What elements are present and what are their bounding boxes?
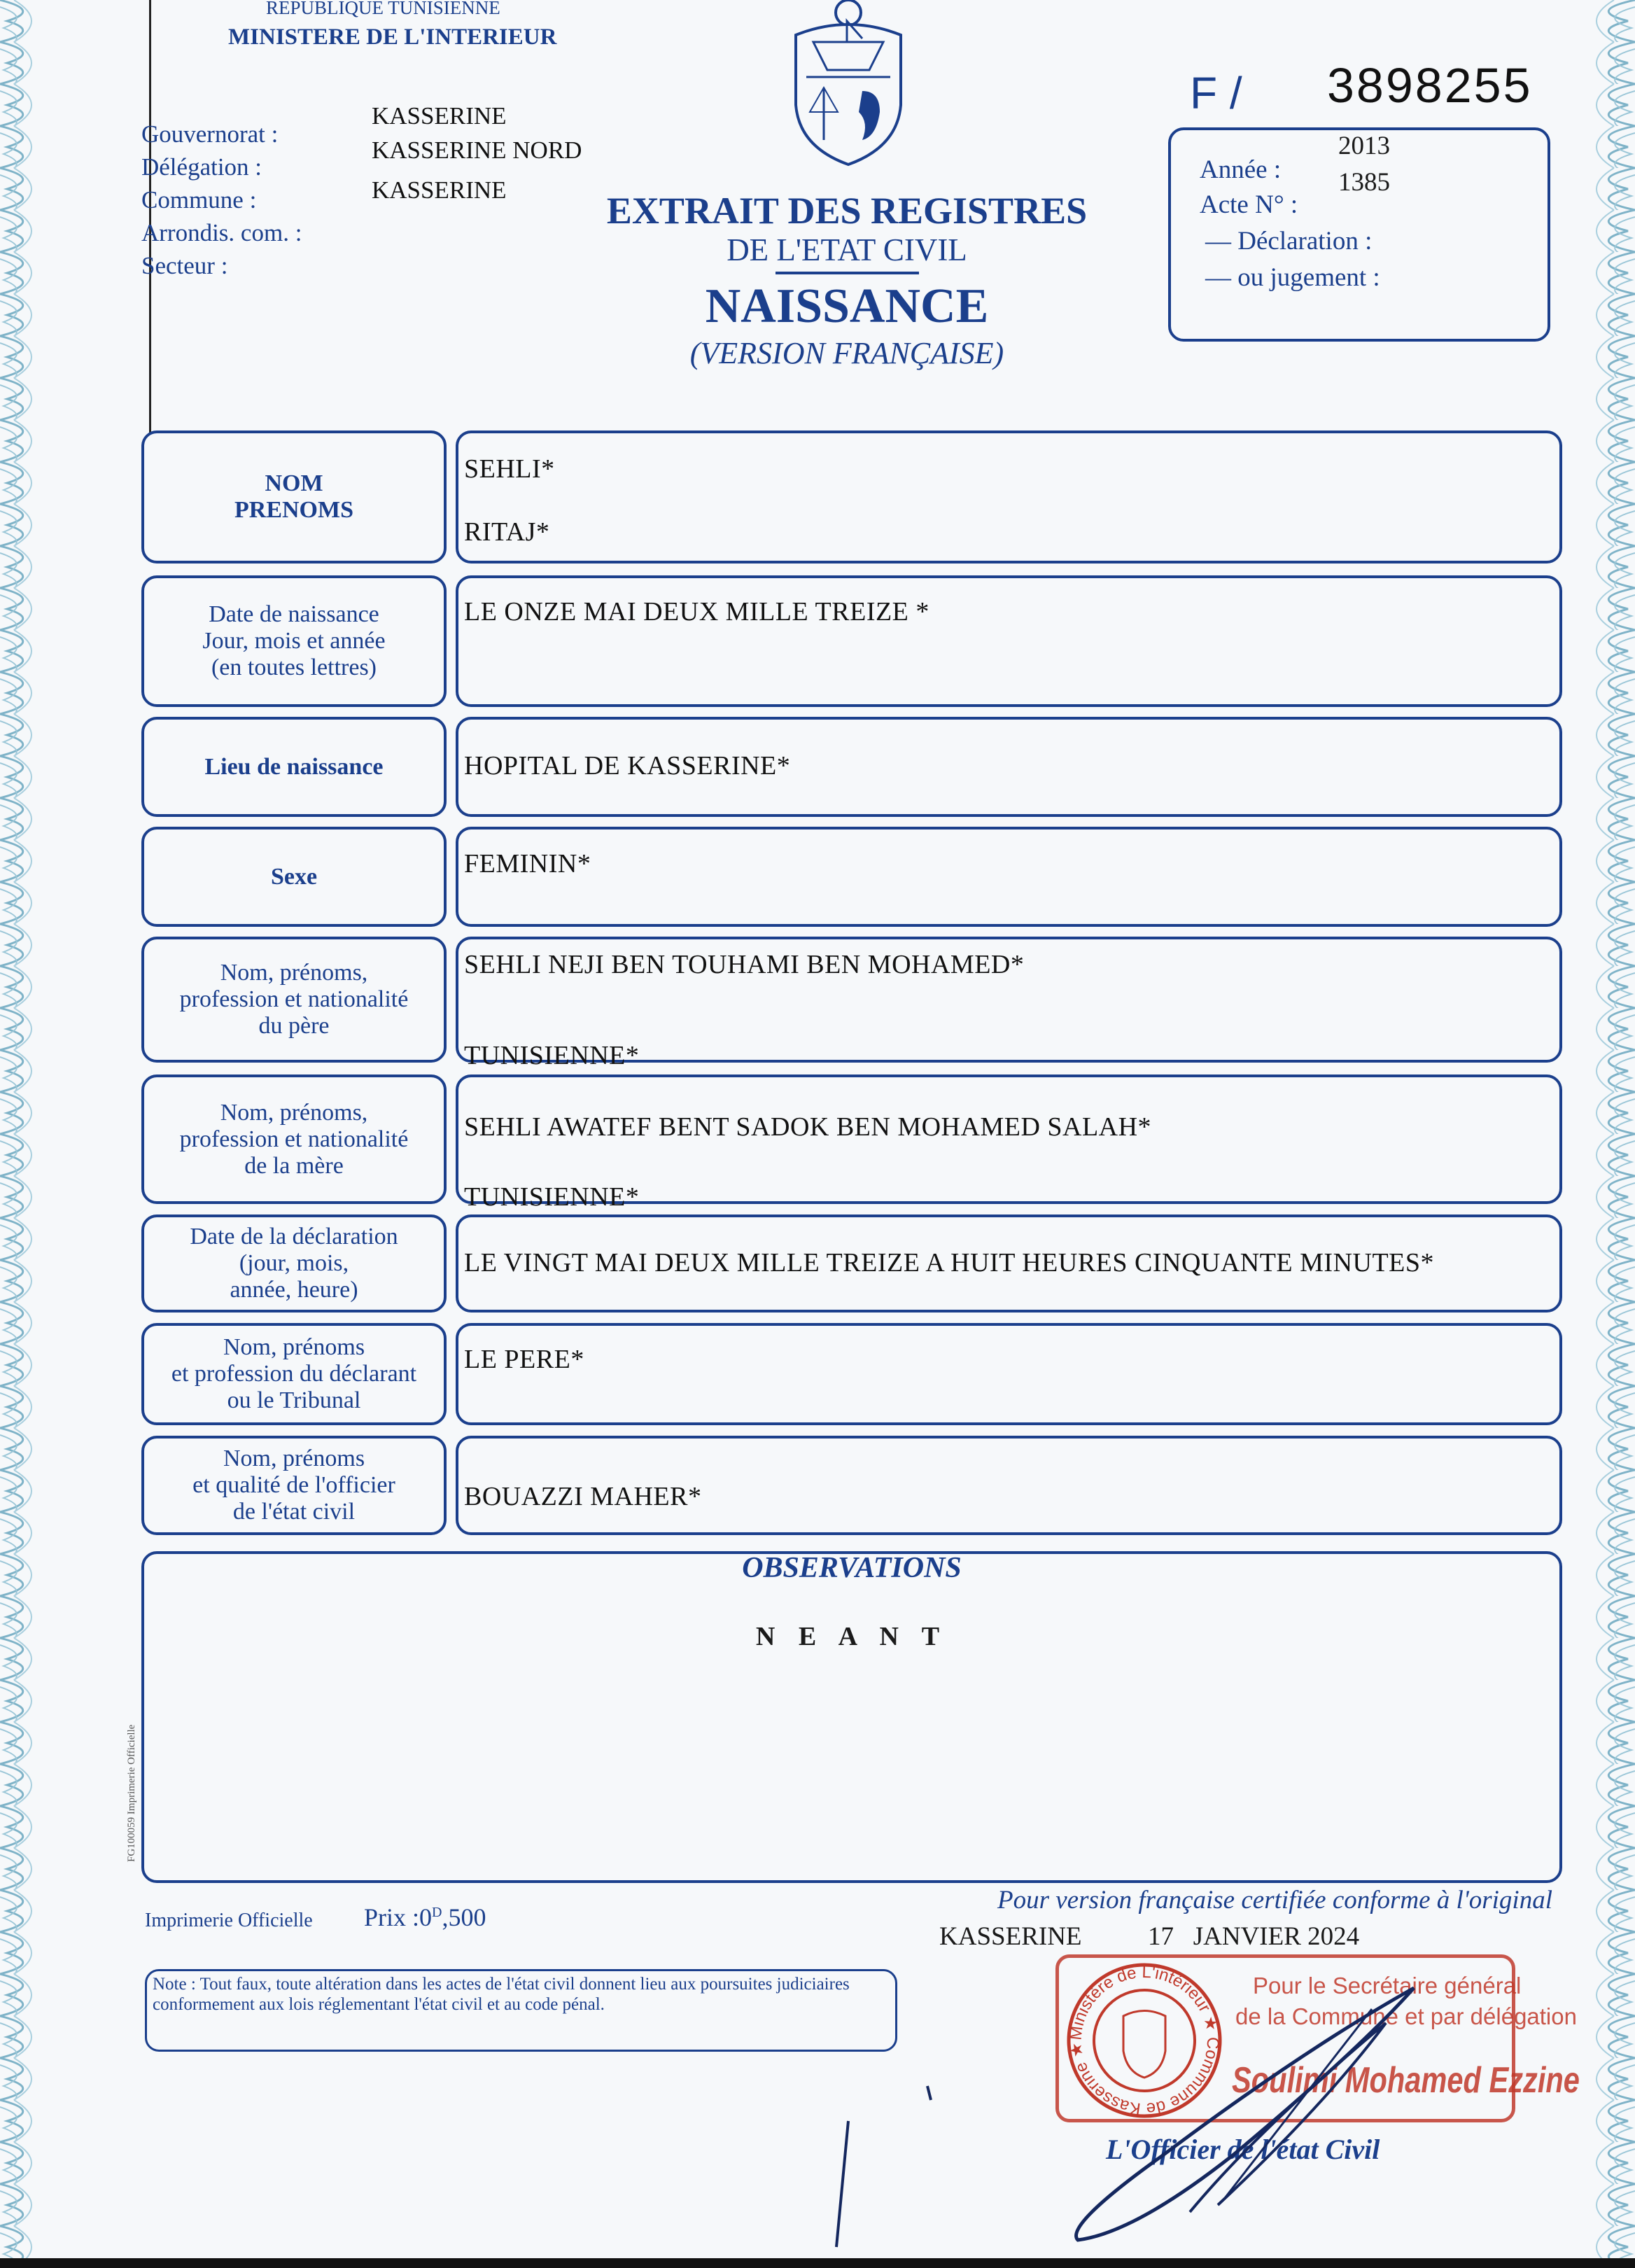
price-label <box>364 1903 486 1932</box>
row-label-line: Nom, prénoms <box>223 1446 365 1471</box>
row-value-officier: BOUAZZI MAHER* <box>464 1482 702 1511</box>
price-unit: D <box>432 1905 442 1920</box>
jugement-label: — ou jugement : <box>1205 263 1380 292</box>
row-label-line: Sexe <box>270 863 318 890</box>
arrondissement-label: Arrondis. com. : <box>141 219 302 246</box>
observations-text: N E A N T <box>755 1622 948 1651</box>
stamp-name: Soulimi Mohamed Ezzine <box>1232 2060 1580 2101</box>
observations-box <box>141 1551 1562 1883</box>
secteur-label: Secteur : <box>141 252 228 279</box>
row-value-nom-prenoms-1: RITAJ* <box>464 517 550 547</box>
row-label-line: Nom, prénoms <box>223 1334 365 1360</box>
row-label-date-naissance <box>141 575 447 707</box>
title-line1: EXTRAIT DES REGISTRES <box>606 190 1088 232</box>
row-label-line: et profession du déclarant <box>171 1361 417 1387</box>
side-print-label: FG100059 Imprimerie Officielle <box>126 1724 137 1862</box>
row-label-line: Nom, prénoms, <box>220 960 368 986</box>
row-value-sexe: FEMININ* <box>464 849 591 878</box>
printer-label: Imprimerie Officielle <box>145 1910 313 1931</box>
row-label-sexe <box>141 827 447 927</box>
row-label-line: PRENOMS <box>234 497 353 523</box>
row-label-pere <box>141 937 447 1063</box>
acte-label: Acte N° : <box>1200 190 1298 219</box>
row-label-officier <box>141 1436 447 1535</box>
title-block <box>574 189 1120 371</box>
row-value-box-date-naissance <box>456 575 1562 707</box>
declaration-label: — Déclaration : <box>1205 227 1373 255</box>
guilloche-border-right <box>1572 0 1635 2268</box>
row-value-pere: SEHLI NEJI BEN TOUHAMI BEN MOHAMED* <box>464 950 1025 979</box>
republic-label: REPUBLIQUE TUNISIENNE <box>266 0 500 18</box>
coat-of-arms-emblem <box>785 0 911 168</box>
commune-label: Commune : <box>141 186 257 214</box>
row-label-line: de la mère <box>244 1152 344 1179</box>
row-label-line: profession et nationalité <box>179 986 409 1012</box>
delegation-value: KASSERINE NORD <box>372 136 582 164</box>
row-label-line: profession et nationalité <box>179 1126 409 1152</box>
serial-number: 3898255 <box>1327 58 1533 113</box>
gouvernorat-value: KASSERINE <box>372 102 507 130</box>
bottom-edge <box>0 2258 1635 2268</box>
row-label-line: Jour, mois et année <box>202 628 386 654</box>
row-value-date-declaration: LE VINGT MAI DEUX MILLE TREIZE A HUIT HEURES CINQUANTE MINUTES* <box>464 1248 1435 1278</box>
row-value-mere: SEHLI AWATEF BENT SADOK BEN MOHAMED SALAH* <box>464 1112 1152 1142</box>
annee-value: 2013 <box>1338 132 1390 160</box>
observations-title: OBSERVATIONS <box>742 1552 962 1584</box>
stamp-line1: Pour le Secrétaire général <box>1253 1973 1522 1998</box>
stamp-line2: de la Commune et par délégation <box>1235 2003 1577 2029</box>
row-label-lieu-naissance <box>141 717 447 817</box>
row-label-line: Nom, prénoms, <box>220 1099 368 1126</box>
row-value-lieu-naissance: HOPITAL DE KASSERINE* <box>464 751 791 780</box>
guilloche-border-left <box>0 0 56 2268</box>
row-value-date-naissance: LE ONZE MAI DEUX MILLE TREIZE * <box>464 597 929 626</box>
row-label-line: année, heure) <box>230 1277 358 1303</box>
delegation-label: Délégation : <box>141 153 262 181</box>
acte-value: 1385 <box>1338 168 1390 197</box>
row-value-nom-prenoms: SEHLI* <box>464 454 555 484</box>
officer-label: L'Officier de l'état Civil <box>1106 2134 1380 2165</box>
price-value: ,500 <box>442 1903 486 1931</box>
row-label-line: Date de la déclaration <box>190 1224 398 1250</box>
title-line2: DE L'ETAT CIVIL <box>727 232 967 267</box>
row-value-mere-1: TUNISIENNE* <box>464 1182 640 1212</box>
row-label-date-declaration <box>141 1214 447 1312</box>
price-prefix: Prix :0 <box>364 1903 433 1931</box>
row-value-box-nom-prenoms <box>456 430 1562 564</box>
row-label-line: Lieu de naissance <box>204 753 384 780</box>
row-value-declarant: LE PERE* <box>464 1345 584 1374</box>
row-label-line: Date de naissance <box>209 601 379 627</box>
stamp-ring-text: Ministère de L'intérieur ★ Commune de Kasserine ★ <box>1066 1962 1223 2119</box>
row-value-box-declarant <box>456 1323 1562 1425</box>
row-label-mere <box>141 1074 447 1204</box>
version-label: (VERSION FRANÇAISE) <box>689 336 1004 370</box>
row-label-line: NOM <box>265 470 323 496</box>
annee-label: Année : <box>1200 155 1282 184</box>
row-label-nom-prenoms <box>141 430 447 564</box>
document-type: NAISSANCE <box>705 279 989 333</box>
row-label-declarant <box>141 1323 447 1425</box>
serial-prefix: F / <box>1190 68 1242 118</box>
title-underline <box>776 272 919 274</box>
gouvernorat-label: Gouvernorat : <box>141 120 279 148</box>
row-value-pere-1: TUNISIENNE* <box>464 1041 640 1070</box>
handwritten-signature <box>770 1946 1526 2254</box>
row-label-line: de l'état civil <box>232 1499 356 1525</box>
location-labels <box>141 118 302 282</box>
row-label-line: ou le Tribunal <box>227 1387 361 1413</box>
certified-label: Pour version française certifiée conforme à l'original <box>997 1886 1552 1914</box>
legal-note: Note : Tout faux, toute altération dans les actes de l'état civil donnent lieu aux poursuites judiciaires conformement aux lois réglementant l'état civil et au code pénal. <box>153 1975 850 2014</box>
commune-value: KASSERINE <box>372 176 507 204</box>
issue-place: KASSERINE <box>939 1922 1082 1951</box>
row-label-line: (jour, mois, <box>239 1250 349 1276</box>
issue-date: 17 JANVIER 2024 <box>1148 1922 1360 1951</box>
row-label-line: et qualité de l'officier <box>192 1472 395 1498</box>
ministry-label: MINISTERE DE L'INTERIEUR <box>228 24 557 50</box>
row-label-line: du père <box>258 1013 330 1039</box>
row-value-box-sexe <box>456 827 1562 927</box>
row-label-line: (en toutes lettres) <box>211 654 377 680</box>
